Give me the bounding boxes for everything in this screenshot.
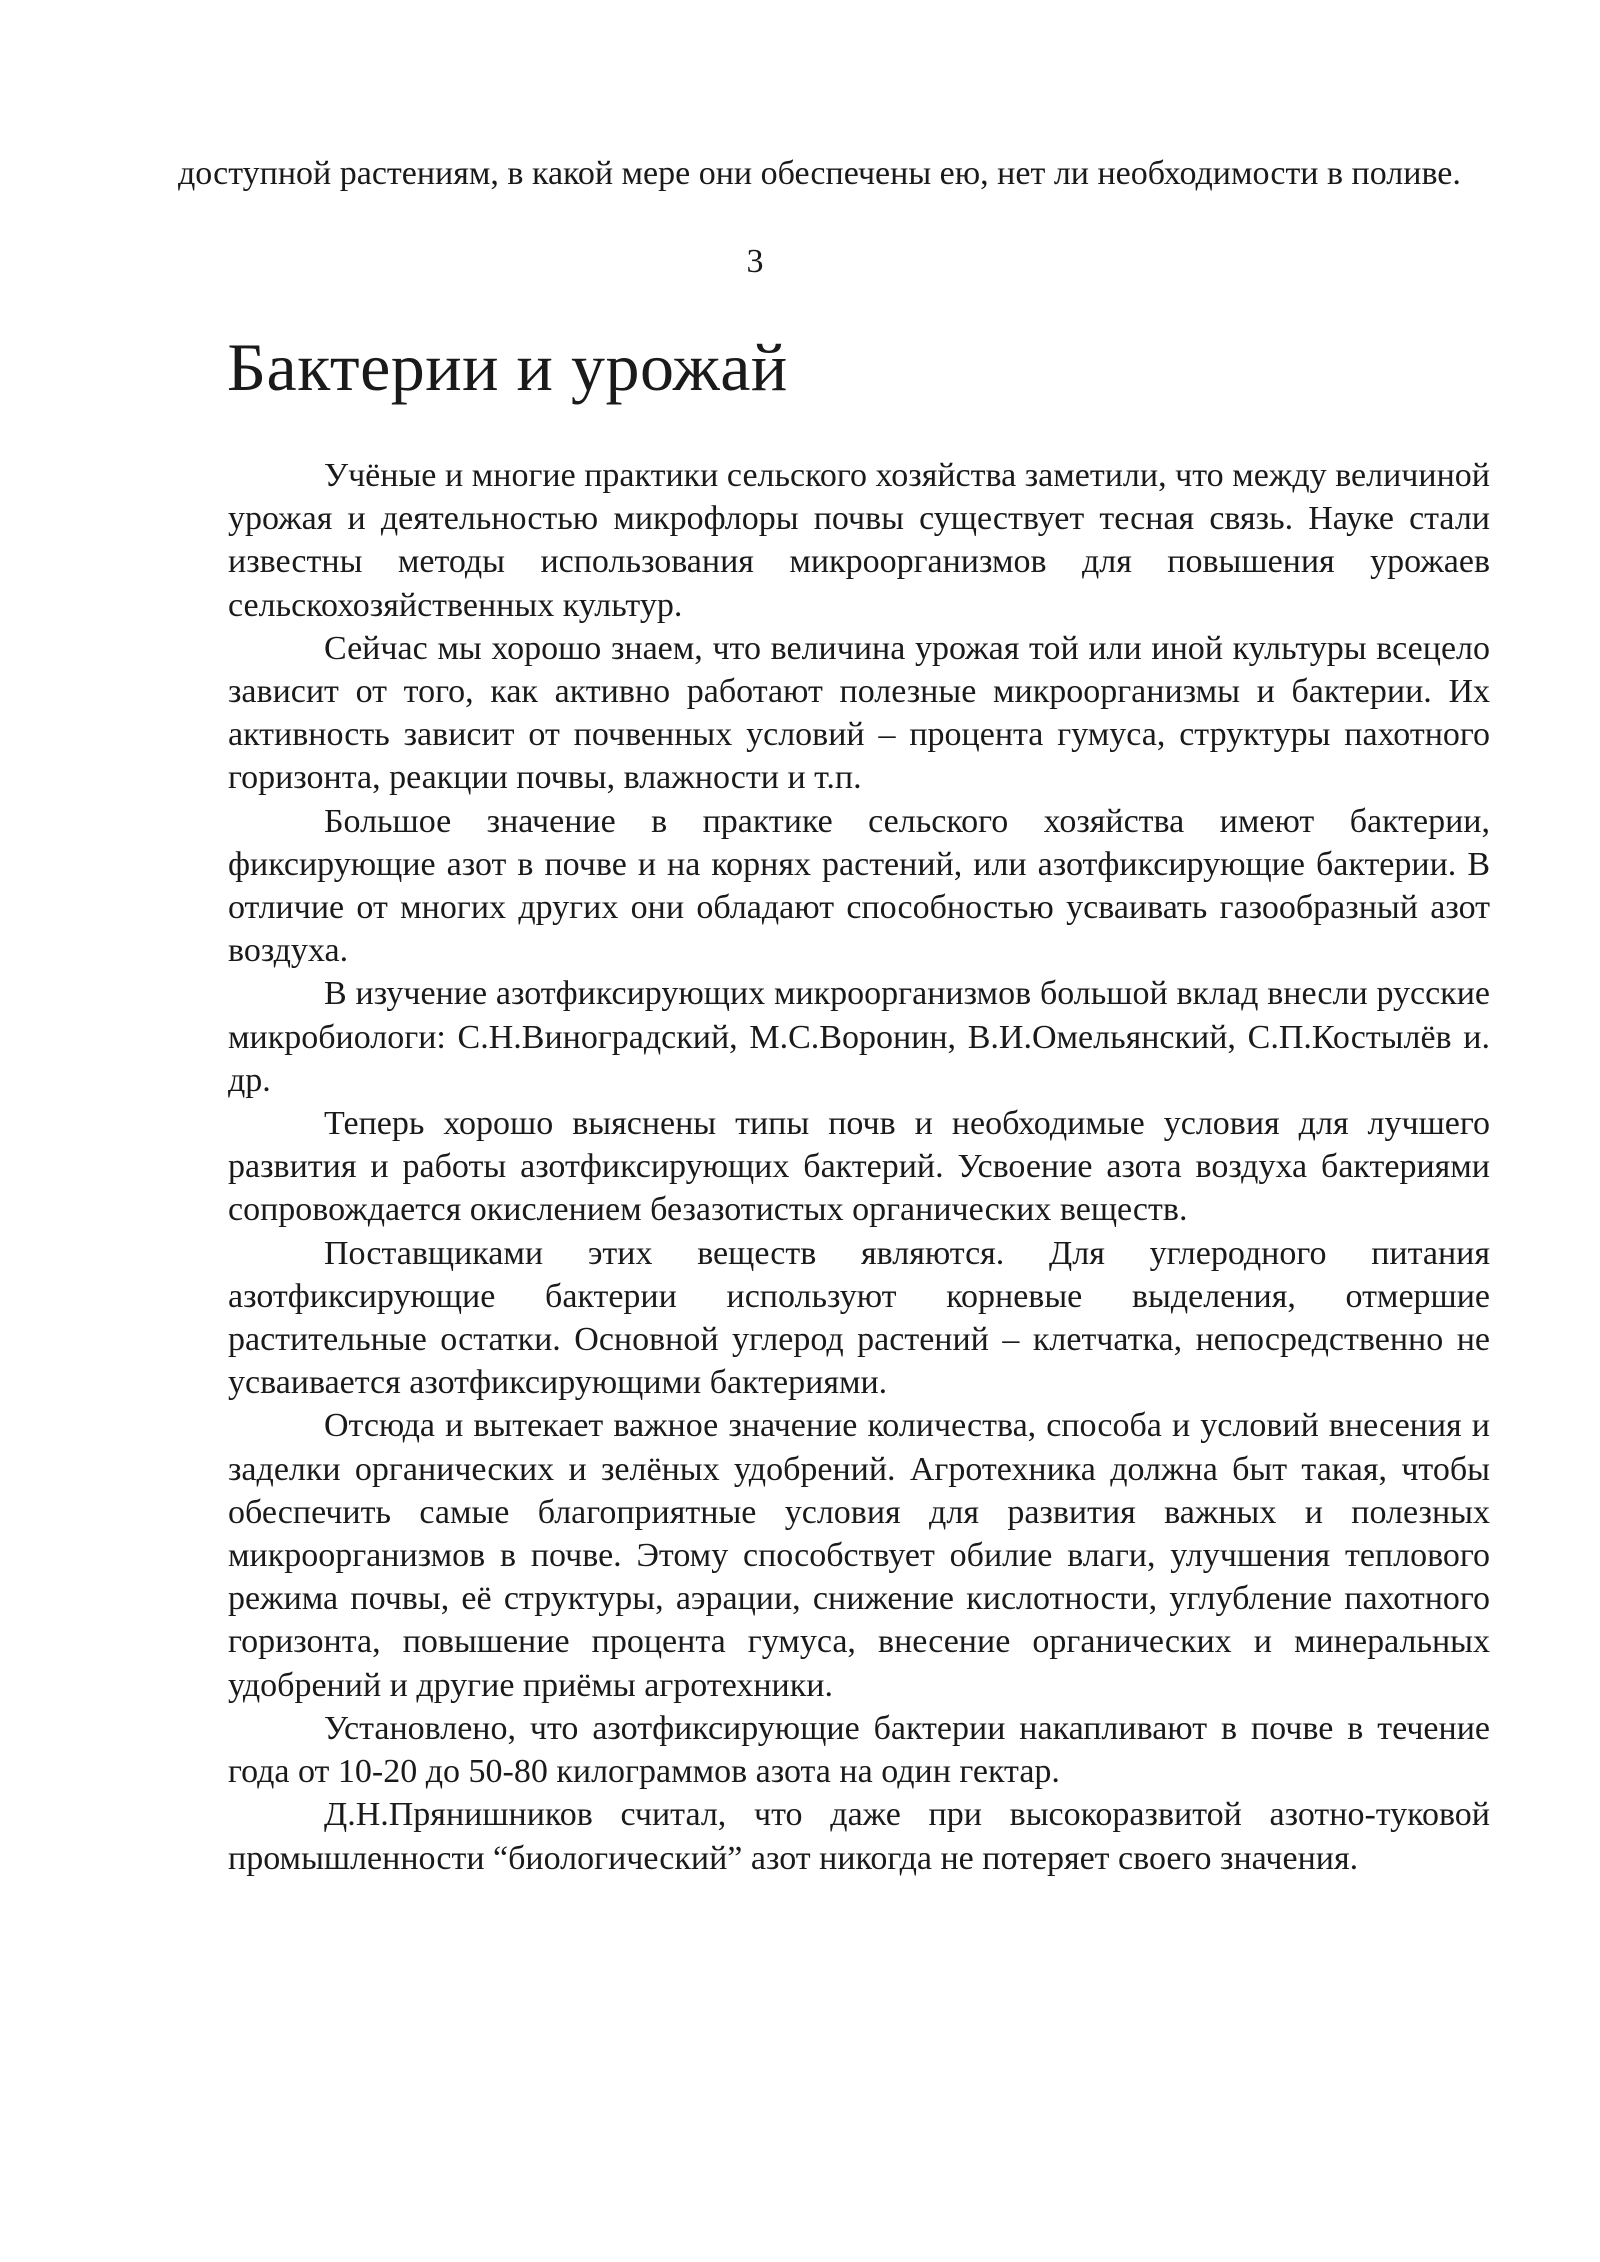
paragraph: В изучение азотфиксирующих микроорганизмов большой вклад внесли русские микробиологи: С.Н.Виноградский, М.С.Воронин, В.И.Омельянский, С.П.Костылёв и. др. bbox=[228, 975, 1490, 1099]
article-title: Бактерии и урожай bbox=[227, 329, 788, 405]
article-body bbox=[228, 454, 1490, 1880]
paragraph: Большое значение в практике сельского хозяйства имеют бактерии, фиксирующие азот в почве и на корнях растений, или азотфиксирующие бактерии. В отличие от многих других они обладают способностью усваивать газообразный азот воздуха. bbox=[228, 802, 1490, 970]
paragraph: Поставщиками этих веществ являются. Для углеродного питания азотфиксирующие бактерии используют корневые выделения, отмершие растительные остатки. Основной углерод растений – клетчатка, непосредственно не усваивается азотфиксирующими бактериями. bbox=[228, 1234, 1490, 1402]
carryover-paragraph: доступной растениям, в какой мере они обеспечены ею, нет ли необходимости в поливе. bbox=[178, 155, 1461, 192]
paragraph: Учёные и многие практики сельского хозяйства заметили, что между величиной урожая и деятельностью микрофлоры почвы существует тесная связь. Науке стали известны методы использования микроорганизмов для повышения урожаев сельскохозяйственных культур. bbox=[228, 457, 1490, 624]
paragraph: Отсюда и вытекает важное значение количества, способа и условий внесения и заделки органических и зелёных удобрений. Агротехника должна быт такая, чтобы обеспечить самые благоприятные условия для развития важных и полезных микроорганизмов в почве. Этому способствует обилие влаги, улучшения теплового режима почвы, её структуры, аэрации, снижение кислотности, углубление пахотного горизонта, повышение процента гумуса, внесение органических и минеральных удобрений и другие приёмы агротехники. bbox=[228, 1407, 1490, 1704]
paragraph: Д.Н.Прянишников считал, что даже при высокоразвитой азотно-туковой промышленности “биологический” азот никогда не потеряет своего значения. bbox=[228, 1796, 1490, 1877]
page-number: 3 bbox=[746, 243, 764, 280]
paragraph: Установлено, что азотфиксирующие бактерии накапливают в почве в течение года от 10-20 до 50-80 килограммов азота на один гектар. bbox=[228, 1709, 1490, 1791]
paragraph: Сейчас мы хорошо знаем, что величина урожая той или иной культуры всецело зависит от того, как активно работают полезные микроорганизмы и бактерии. Их активность зависит от почвенных условий – процента гумуса, структуры пахотного горизонта, реакции почвы, влажности и т.п. bbox=[228, 629, 1490, 797]
paragraph: Теперь хорошо выяснены типы почв и необходимые условия для лучшего развития и работы азотфиксирующих бактерий. Усвоение азота воздуха бактериями сопровождается окислением безазотистых органических веществ. bbox=[228, 1105, 1490, 1229]
